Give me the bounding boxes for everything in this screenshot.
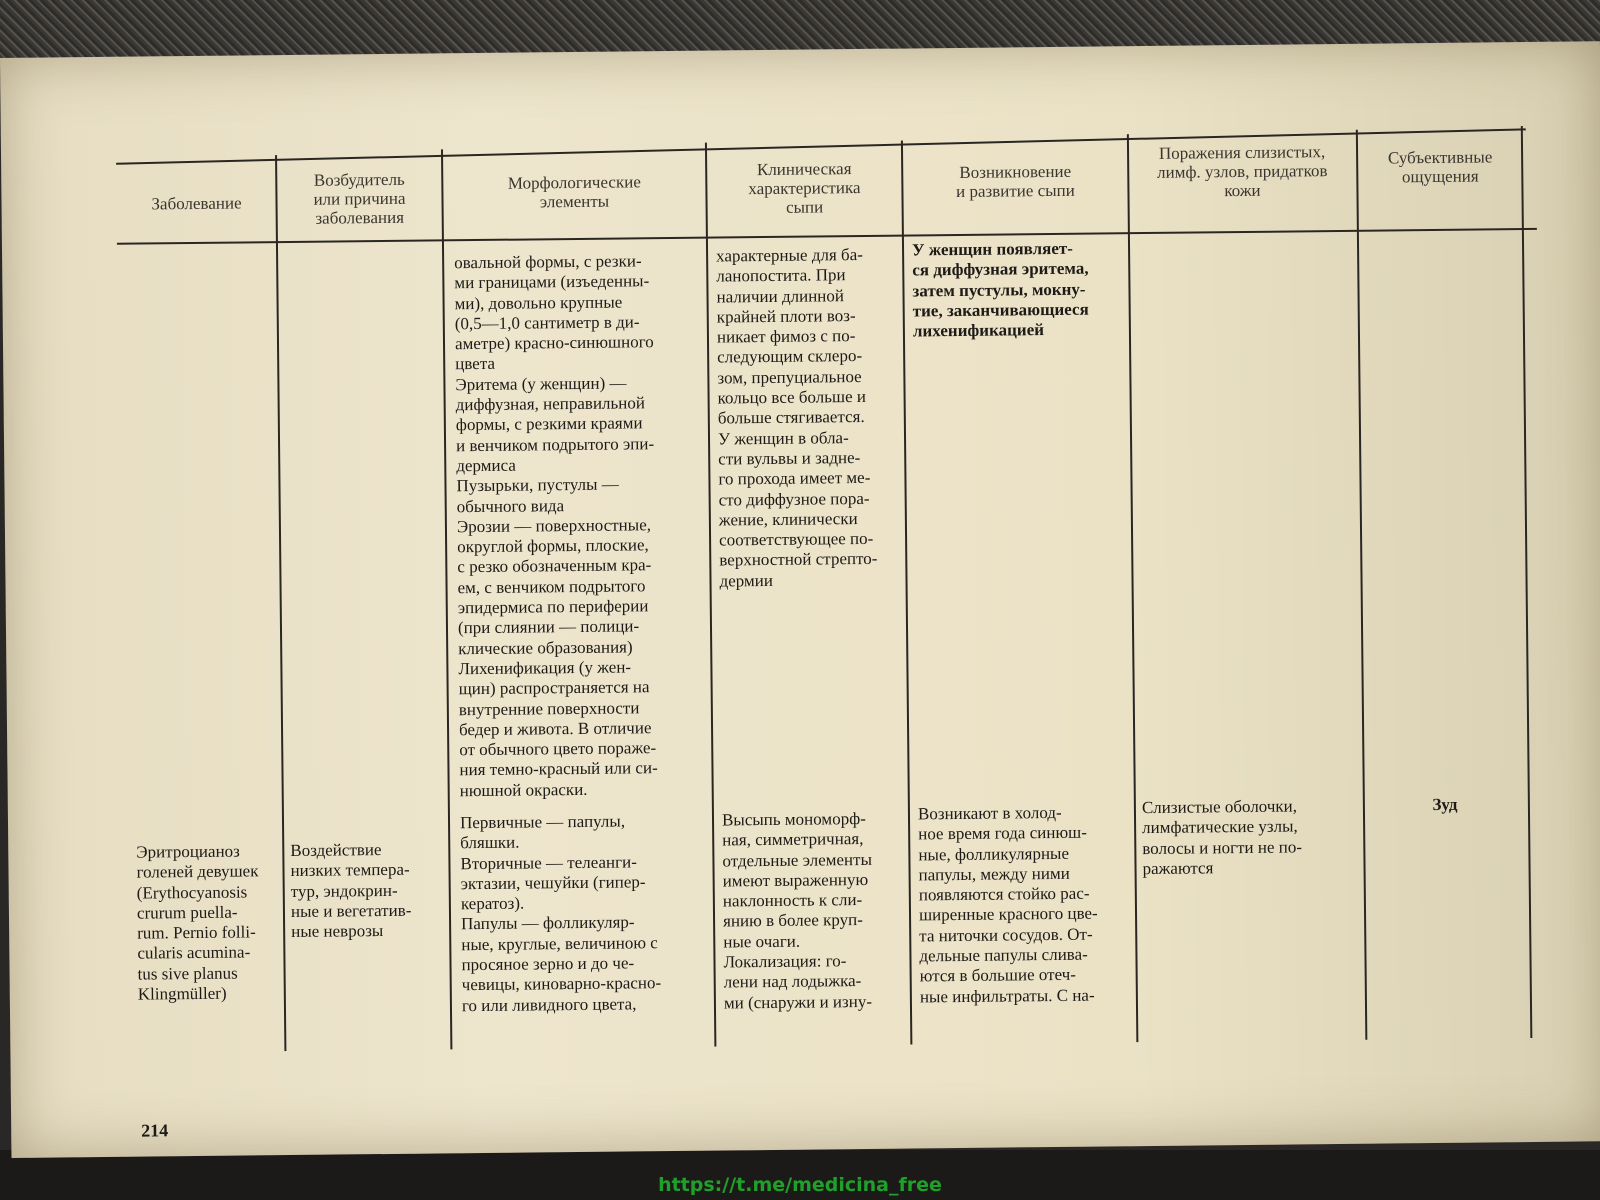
column-divider	[1356, 130, 1368, 1040]
cell-subjective: Зуд	[1432, 794, 1458, 815]
header-subjective: Субъективные ощущения	[1387, 147, 1493, 187]
header-clinical: Клиническая характеристика сыпи	[748, 158, 861, 217]
column-divider	[705, 143, 716, 1047]
header-disease: Заболевание	[151, 192, 242, 213]
watermark-link[interactable]: https://t.me/medicina_free	[658, 1174, 942, 1196]
cell-development: Возникают в холод- ное время года синюш- ные, фолликулярные папулы, между ними появляются стойко рас- ширенные красного цве- та ниточки сосудов. От- дельные папулы слива- ются в большие отеч- ные инфильтраты. С на-	[917, 802, 1098, 1007]
cell-morphology: Первичные — папулы, бляшки. Вторичные — телеанги- эктазии, чешуйки (гипер- кератоз). Папулы — фолликуляр- ные, круглые, величиною с просяное зерно и до че- чевицы, киноварно-красно- го или ливидного цвета,	[459, 811, 662, 1015]
cell-development-continued: У женщин появляет- ся диффузная эритема, затем пустулы, мокну- тие, заканчивающиеся лихенификацией	[911, 238, 1089, 341]
cell-clinical: Высыпь мономорф- ная, симметричная, отдельные элементы имеют выраженную наклонность к сли- янию в более круп- ные очаги. Локализация: го- лени над лодыжка- ми (снаружи и изну-	[721, 808, 873, 1013]
book-page	[0, 41, 1600, 1158]
header-mucosa: Поражения слизистых, лимф. узлов, придатков кожи	[1156, 141, 1328, 200]
cell-disease: Эритроцианоз голеней девушек (Erythocyanosis crurum puella- rum. Pernio folli- cularis acumina- tus sive planus Klingmüller)	[136, 841, 259, 1004]
header-morphology: Морфологические элементы	[507, 172, 641, 212]
cell-mucosa: Слизистые оболочки, лимфатические узлы, волосы и ногти не по- ражаются	[1141, 796, 1303, 878]
cell-morphology-continued: овальной формы, с резки- ми границами (изъеденны- ми), довольно крупные (0,5—1,0 сантиметр в ди- аметре) красно-синюшного цвета Эритема (у женщин) — диффузная, неправильной формы, с резкими краями и венчиком подрытого эпи- дермиса Пузырьки, пустулы — обычного вида Эрозии — поверхностные, округлой формы, плоские, с резко обозначенным кра- ем, с венчиком подрытого эпидермиса по периферии (при слиянии — полици- клические образования) Лихенификация (у жен- щин) распространяется на внутренние поверхности бедер и живота. В отличие от обычного цвето пораже- ния темно-красный или си- нюшной окраски.	[454, 251, 658, 800]
header-development: Возникновение и развитие сыпи	[955, 161, 1075, 201]
column-divider	[1521, 126, 1533, 1038]
page-number: 214	[141, 1120, 169, 1141]
header-cause: Возбудитель или причина заболевания	[313, 169, 406, 228]
cell-clinical-continued: характерные для ба- ланопостита. При наличии длинной крайней плоти воз- никает фимоз с по- следующим склеро- зом, препуциальное кольцо все больше и больше стягивается. У женщин в обла- сти вульвы и задне- го прохода имеет ме- сто диффузное пора- жение, клинически соответствующее по- верхностной стрепто- дермии	[716, 244, 878, 591]
cell-cause: Воздействие низких темпера- тур, эндокрин- ные и вегетатив- ные неврозы	[290, 840, 412, 942]
